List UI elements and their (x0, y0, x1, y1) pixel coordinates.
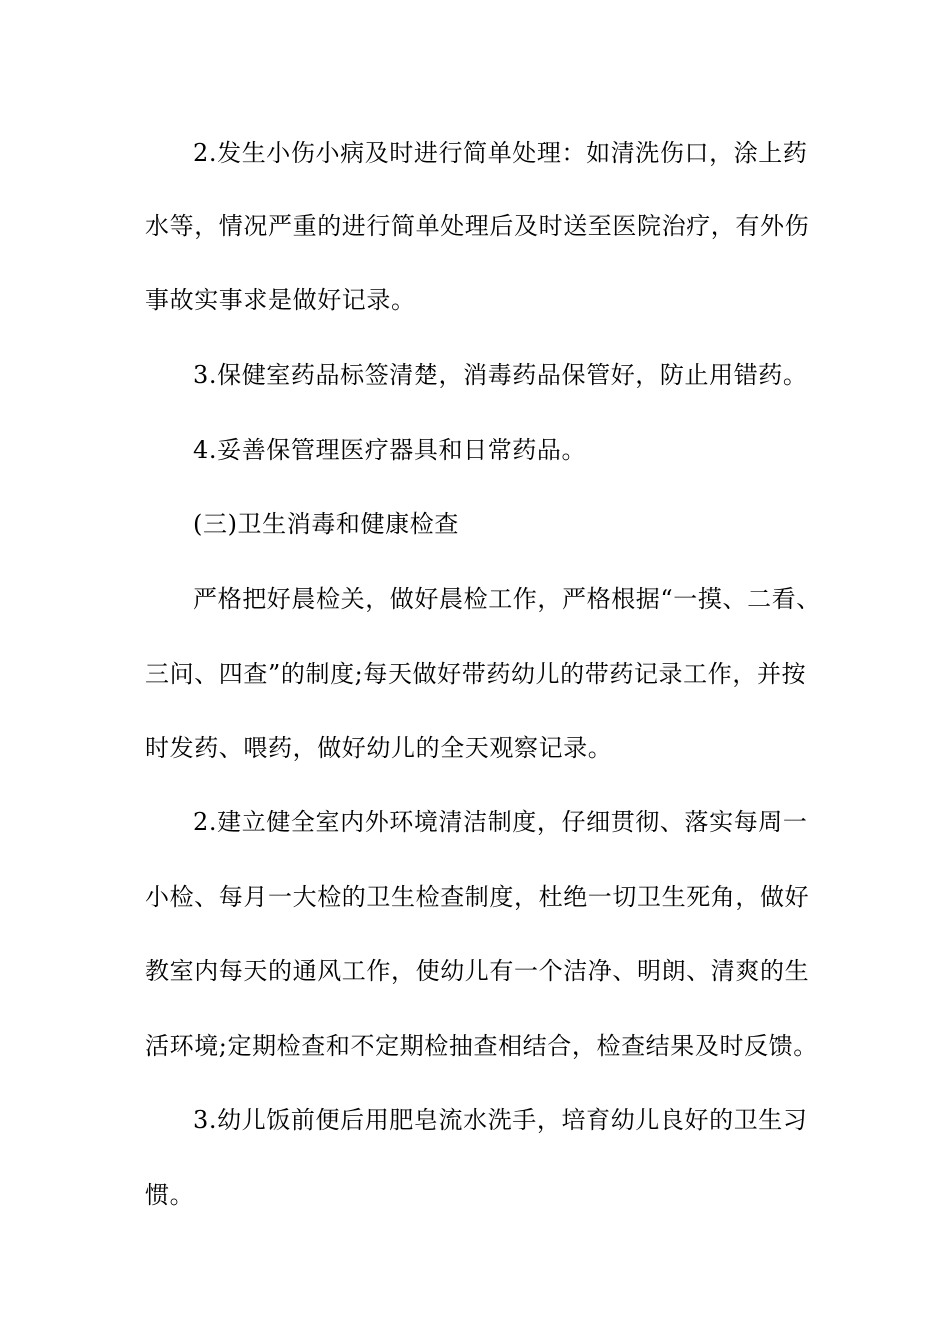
text-line-7: 严格把好晨检关，做好晨检工作，严格根据“一摸、二看、 (193, 585, 821, 613)
text-line-11: 小检、每月一大检的卫生检查制度，杜绝一切卫生死角，做好 (145, 883, 810, 911)
text-line-3: 事故实事求是做好记录。 (145, 286, 416, 314)
text-line-9: 时发药、喂药，做好幼儿的全天观察记录。 (145, 734, 613, 762)
text-line-4: 3.保健室药品标签清楚，消毒药品保管好，防止用错药。 (193, 361, 808, 389)
text-line-1: 2.发生小伤小病及时进行简单处理：如清洗伤口，涂上药 (193, 139, 808, 167)
text-line-8: 三问、四查”的制度;每天做好带药幼儿的带药记录工作，并按 (145, 660, 807, 688)
text-line-15: 惯。 (145, 1181, 195, 1209)
text-line-5: 4.妥善保管理医疗器具和日常药品。 (193, 436, 587, 464)
text-line-2: 水等，情况严重的进行简单处理后及时送至医院治疗，有外伤 (145, 212, 810, 240)
text-line-14: 3.幼儿饭前便后用肥皂流水洗手，培育幼儿良好的卫生习 (193, 1106, 808, 1134)
section-heading: (三)卫生消毒和健康检查 (193, 510, 459, 538)
text-line-12: 教室内每天的通风工作，使幼儿有一个洁净、明朗、清爽的生 (145, 957, 810, 985)
text-line-10: 2.建立健全室内外环境清洁制度，仔细贯彻、落实每周一 (193, 808, 808, 836)
text-line-13: 活环境;定期检查和不定期检抽查相结合，检查结果及时反馈。 (145, 1032, 818, 1060)
